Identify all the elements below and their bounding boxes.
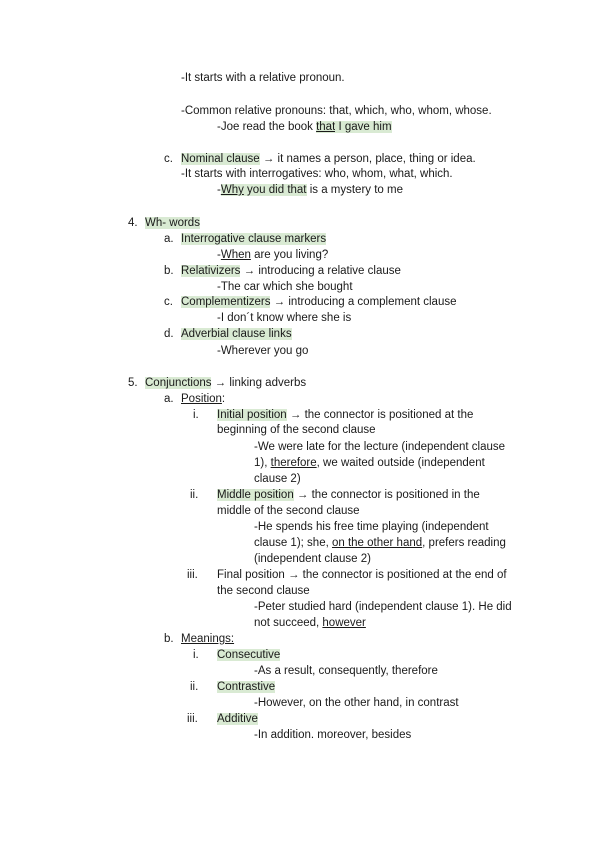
section-title (145, 376, 306, 391)
example-text: clause 1); she, (254, 537, 332, 549)
initial-position-line-2: beginning of the second clause (217, 424, 376, 436)
section-number: 5. (128, 377, 138, 389)
conj-position (181, 392, 225, 407)
wh-example-b: -The car which she bought (217, 281, 353, 293)
final-example-2 (254, 616, 366, 631)
wh-item-a (181, 232, 326, 247)
conj-meanings (181, 632, 234, 647)
relative-example (217, 120, 392, 135)
underlined-word: therefore (270, 457, 317, 469)
underlined-word: Why (220, 184, 244, 196)
final-example-1: -Peter studied hard (independent clause 1). He did (254, 601, 512, 613)
highlighted-text: you did that (243, 184, 307, 196)
definition-text: → linking adverbs (211, 377, 307, 389)
section-title (145, 216, 200, 231)
dash: - (217, 249, 221, 261)
underlined-word: on the other hand (331, 537, 423, 549)
relative-start-line: -It starts with a relative pronoun. (181, 72, 345, 84)
section-number: 4. (128, 217, 138, 229)
term-additive: Additive (217, 713, 258, 725)
definition-text: → introducing a relative clause (240, 265, 401, 277)
example-text: , we waited outside (independent (316, 457, 485, 469)
term-conjunctions: Conjunctions (145, 377, 212, 389)
underlined-word: When (220, 249, 251, 261)
list-marker: b. (164, 265, 174, 277)
dash: - (217, 184, 221, 196)
colon: : (221, 393, 226, 405)
term-meanings: Meanings: (181, 633, 235, 645)
list-marker: i. (193, 409, 199, 421)
definition-text: → introducing a complement clause (270, 296, 457, 308)
list-marker: c. (164, 153, 173, 165)
term-contrastive: Contrastive (217, 681, 276, 693)
term-initial-position: Initial position (217, 409, 287, 421)
list-marker: c. (164, 296, 173, 308)
example-text: 1), (254, 457, 271, 469)
term-adverbial-links: Adverbial clause links (181, 328, 292, 340)
example-text: not succeed, (254, 617, 323, 629)
initial-example-2 (254, 456, 485, 471)
initial-example-3: clause 2) (254, 473, 301, 485)
nominal-start-line: -It starts with interrogatives: who, whom, what, which. (181, 168, 453, 180)
term-interrogative-markers: Interrogative clause markers (181, 233, 327, 245)
wh-item-c (181, 295, 457, 310)
list-marker: ii. (190, 681, 199, 693)
term-wh-words: Wh- words (145, 217, 200, 229)
list-marker: d. (164, 328, 174, 340)
list-marker: i. (193, 649, 199, 661)
term-middle-position: Middle position (217, 489, 294, 501)
middle-example-1: -He spends his free time playing (independent (254, 521, 489, 533)
list-marker: iii. (187, 713, 198, 725)
meaning-contrastive (217, 680, 275, 695)
definition-text: → the connector is positioned at the (286, 409, 474, 421)
final-position-line: Final position → the connector is positioned at the end of (217, 569, 507, 581)
list-marker: a. (164, 233, 174, 245)
example-text: are you living? (250, 249, 329, 261)
term-complementizers: Complementizers (181, 296, 271, 308)
relative-common-line: -Common relative pronouns: that, which, who, whom, whose. (181, 105, 492, 117)
initial-example-1: -We were late for the lecture (independent clause (254, 441, 506, 453)
wh-example-c: -I don´t know where she is (217, 312, 352, 324)
list-marker: a. (164, 393, 174, 405)
definition-text: → it names a person, place, thing or idea. (259, 153, 476, 165)
wh-example-a (217, 248, 328, 263)
middle-position-line (217, 488, 480, 503)
term-position: Position (181, 393, 222, 405)
term-consecutive: Consecutive (217, 649, 281, 661)
contrastive-example: -However, on the other hand, in contrast (254, 697, 459, 709)
middle-example-2 (254, 536, 506, 551)
highlighted-text: I gave him (335, 121, 392, 133)
meaning-consecutive (217, 648, 280, 663)
consecutive-example: -As a result, consequently, therefore (254, 665, 438, 677)
middle-position-line-2: middle of the second clause (217, 505, 360, 517)
example-text: , prefers reading (422, 537, 506, 549)
example-text: is a mystery to me (306, 184, 403, 196)
list-marker: iii. (187, 569, 198, 581)
term-nominal-clause: Nominal clause (181, 153, 260, 165)
list-marker: b. (164, 633, 174, 645)
wh-item-b (181, 264, 401, 279)
definition-text: → the connector is positioned in the (293, 489, 480, 501)
final-position-line-2: the second clause (217, 585, 310, 597)
underlined-word: however (322, 617, 366, 629)
nominal-example (217, 183, 403, 198)
initial-position-line (217, 408, 473, 423)
example-text: -Joe read the book (217, 121, 317, 133)
middle-example-3: (independent clause 2) (254, 553, 371, 565)
nominal-clause-line (181, 152, 476, 167)
wh-example-d: -Wherever you go (217, 345, 309, 357)
wh-item-d (181, 327, 292, 342)
list-marker: ii. (190, 489, 199, 501)
term-relativizers: Relativizers (181, 265, 241, 277)
additive-example: -In addition. moreover, besides (254, 729, 412, 741)
underlined-word: that (316, 121, 336, 133)
meaning-additive (217, 712, 258, 727)
